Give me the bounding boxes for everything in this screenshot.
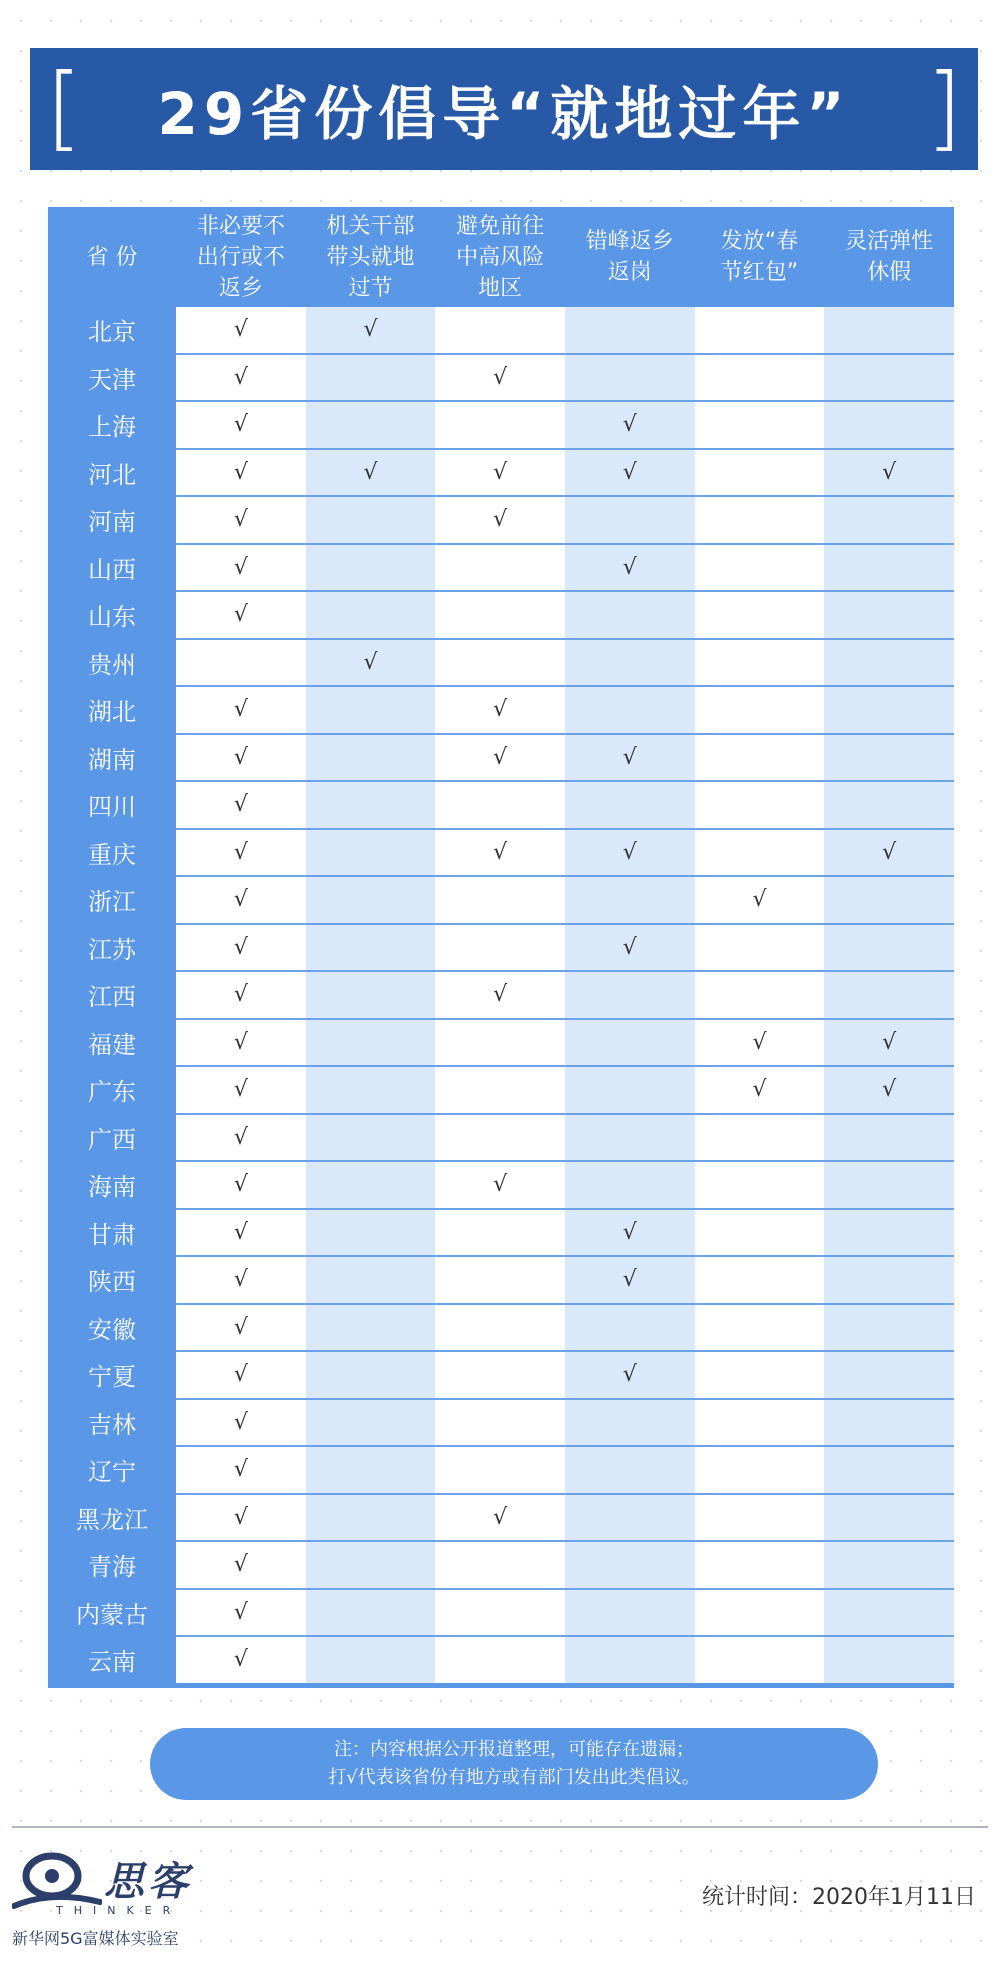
empty-cell (306, 1019, 436, 1067)
check-mark-cell: √ (176, 1589, 306, 1637)
empty-cell (565, 307, 695, 354)
check-mark-cell: √ (435, 734, 565, 782)
empty-cell (565, 971, 695, 1019)
empty-cell (695, 1589, 825, 1637)
table-row (48, 496, 954, 544)
empty-cell (306, 544, 436, 592)
province-cell: 湖南 (48, 734, 176, 782)
empty-cell (306, 496, 436, 544)
province-cell: 河北 (48, 449, 176, 497)
check-mark-cell: √ (176, 1114, 306, 1162)
table-row (48, 1541, 954, 1589)
empty-cell (824, 876, 954, 924)
empty-cell (565, 876, 695, 924)
province-cell: 内蒙古 (48, 1589, 176, 1637)
empty-cell (176, 639, 306, 687)
empty-cell (565, 1494, 695, 1542)
province-cell: 北京 (48, 307, 176, 354)
province-cell: 浙江 (48, 876, 176, 924)
empty-cell (306, 1541, 436, 1589)
table-row (48, 1351, 954, 1399)
table-row (48, 449, 954, 497)
province-cell: 甘肃 (48, 1209, 176, 1257)
province-cell: 江苏 (48, 924, 176, 972)
table-row (48, 307, 954, 354)
empty-cell (306, 1446, 436, 1494)
empty-cell (695, 1446, 825, 1494)
province-cell: 天津 (48, 354, 176, 402)
table-row (48, 1114, 954, 1162)
empty-cell (695, 639, 825, 687)
empty-cell (824, 1256, 954, 1304)
check-mark-cell: √ (565, 1209, 695, 1257)
province-cell: 宁夏 (48, 1351, 176, 1399)
province-cell: 广东 (48, 1066, 176, 1114)
empty-cell (824, 354, 954, 402)
header-col-1: 非必要不 出行或不 返乡 (176, 207, 306, 307)
check-mark-cell: √ (565, 401, 695, 449)
province-cell: 辽宁 (48, 1446, 176, 1494)
check-mark-cell: √ (176, 307, 306, 354)
empty-cell (695, 1114, 825, 1162)
check-mark-cell: √ (824, 449, 954, 497)
table-row (48, 1636, 954, 1685)
check-mark-cell: √ (176, 734, 306, 782)
empty-cell (435, 1541, 565, 1589)
empty-cell (435, 307, 565, 354)
empty-cell (306, 829, 436, 877)
check-mark-cell: √ (565, 924, 695, 972)
check-mark-cell: √ (435, 449, 565, 497)
empty-cell (306, 1351, 436, 1399)
check-mark-cell: √ (176, 1399, 306, 1447)
check-mark-cell: √ (176, 1019, 306, 1067)
check-mark-cell: √ (176, 1256, 306, 1304)
empty-cell (695, 734, 825, 782)
empty-cell (824, 496, 954, 544)
empty-cell (306, 734, 436, 782)
check-mark-cell: √ (176, 829, 306, 877)
check-mark-cell: √ (176, 1494, 306, 1542)
empty-cell (695, 686, 825, 734)
statistics-date: 统计时间：2020年1月11日 (702, 1885, 976, 1910)
right-bracket: ] (926, 54, 962, 161)
check-mark-cell: √ (435, 1494, 565, 1542)
table-row (48, 639, 954, 687)
empty-cell (565, 1399, 695, 1447)
province-cell: 福建 (48, 1019, 176, 1067)
check-mark-cell: √ (176, 781, 306, 829)
empty-cell (695, 924, 825, 972)
empty-cell (565, 686, 695, 734)
logo-name: 思客 (104, 1858, 192, 1905)
empty-cell (695, 1256, 825, 1304)
check-mark-cell: √ (176, 544, 306, 592)
empty-cell (824, 686, 954, 734)
table-row (48, 1161, 954, 1209)
empty-cell (824, 734, 954, 782)
empty-cell (306, 1256, 436, 1304)
empty-cell (695, 1636, 825, 1685)
empty-cell (695, 1541, 825, 1589)
province-cell: 河南 (48, 496, 176, 544)
footnote-line-1: 注：内容根据公开报道整理，可能存在遗漏； (334, 1739, 694, 1760)
empty-cell (695, 781, 825, 829)
empty-cell (824, 781, 954, 829)
check-mark-cell: √ (435, 496, 565, 544)
empty-cell (565, 639, 695, 687)
table-header-row (48, 207, 954, 307)
policy-table (48, 207, 954, 1683)
empty-cell (306, 1636, 436, 1685)
table-row (48, 781, 954, 829)
empty-cell (435, 781, 565, 829)
check-mark-cell: √ (565, 1351, 695, 1399)
empty-cell (306, 1399, 436, 1447)
empty-cell (824, 1304, 954, 1352)
check-mark-cell: √ (695, 876, 825, 924)
check-mark-cell: √ (824, 1019, 954, 1067)
empty-cell (695, 307, 825, 354)
empty-cell (435, 1019, 565, 1067)
empty-cell (306, 686, 436, 734)
check-mark-cell: √ (176, 1161, 306, 1209)
province-cell: 海南 (48, 1161, 176, 1209)
empty-cell (306, 1066, 436, 1114)
empty-cell (565, 1541, 695, 1589)
empty-cell (824, 1209, 954, 1257)
check-mark-cell: √ (565, 1256, 695, 1304)
check-mark-cell: √ (176, 876, 306, 924)
table-row (48, 971, 954, 1019)
check-mark-cell: √ (176, 924, 306, 972)
check-mark-cell: √ (176, 1446, 306, 1494)
check-mark-cell: √ (306, 639, 436, 687)
check-mark-cell: √ (435, 354, 565, 402)
empty-cell (565, 1636, 695, 1685)
empty-cell (565, 1066, 695, 1114)
empty-cell (824, 639, 954, 687)
table-row (48, 544, 954, 592)
empty-cell (824, 307, 954, 354)
empty-cell (306, 1589, 436, 1637)
table-row (48, 876, 954, 924)
check-mark-cell: √ (824, 829, 954, 877)
empty-cell (824, 1351, 954, 1399)
empty-cell (695, 1351, 825, 1399)
check-mark-cell: √ (435, 971, 565, 1019)
header-province: 省 份 (48, 207, 176, 307)
empty-cell (695, 496, 825, 544)
empty-cell (695, 591, 825, 639)
header-col-2: 机关干部 带头就地 过节 (306, 207, 436, 307)
check-mark-cell: √ (306, 449, 436, 497)
empty-cell (306, 1304, 436, 1352)
check-mark-cell: √ (176, 354, 306, 402)
empty-cell (565, 496, 695, 544)
empty-cell (435, 924, 565, 972)
province-cell: 安徽 (48, 1304, 176, 1352)
table-row (48, 354, 954, 402)
footer-divider (12, 1826, 988, 1828)
empty-cell (306, 876, 436, 924)
empty-cell (824, 1446, 954, 1494)
check-mark-cell: √ (176, 1541, 306, 1589)
check-mark-cell: √ (176, 496, 306, 544)
check-mark-cell: √ (435, 829, 565, 877)
check-mark-cell: √ (176, 1636, 306, 1685)
empty-cell (435, 1589, 565, 1637)
header-col-4: 错峰返乡 返岗 (565, 207, 695, 307)
empty-cell (824, 1541, 954, 1589)
header-col-3: 避免前往 中高风险 地区 (435, 207, 565, 307)
empty-cell (695, 971, 825, 1019)
empty-cell (435, 1636, 565, 1685)
thinker-logo (12, 1846, 212, 1956)
empty-cell (695, 1161, 825, 1209)
province-cell: 广西 (48, 1114, 176, 1162)
check-mark-cell: √ (176, 1209, 306, 1257)
table-row (48, 1446, 954, 1494)
empty-cell (565, 1304, 695, 1352)
empty-cell (565, 1114, 695, 1162)
footnote-line-2: 打√代表该省份有地方或有部门发出此类倡议。 (328, 1767, 700, 1788)
empty-cell (824, 1161, 954, 1209)
empty-cell (824, 544, 954, 592)
check-mark-cell: √ (176, 401, 306, 449)
empty-cell (435, 1209, 565, 1257)
province-cell: 黑龙江 (48, 1494, 176, 1542)
empty-cell (565, 1161, 695, 1209)
empty-cell (695, 1304, 825, 1352)
province-cell: 山东 (48, 591, 176, 639)
empty-cell (565, 591, 695, 639)
table-row (48, 1304, 954, 1352)
empty-cell (824, 1589, 954, 1637)
empty-cell (306, 924, 436, 972)
empty-cell (435, 1066, 565, 1114)
check-mark-cell: √ (435, 1161, 565, 1209)
province-cell: 云南 (48, 1636, 176, 1685)
empty-cell (435, 1399, 565, 1447)
table-row (48, 401, 954, 449)
check-mark-cell: √ (565, 829, 695, 877)
empty-cell (695, 354, 825, 402)
province-cell: 陕西 (48, 1256, 176, 1304)
province-cell: 上海 (48, 401, 176, 449)
province-cell: 吉林 (48, 1399, 176, 1447)
empty-cell (435, 876, 565, 924)
empty-cell (306, 591, 436, 639)
table-row (48, 1399, 954, 1447)
check-mark-cell: √ (565, 449, 695, 497)
logo-subtitle: THINKER (56, 1904, 182, 1917)
table-row (48, 924, 954, 972)
empty-cell (435, 1446, 565, 1494)
check-mark-cell: √ (565, 734, 695, 782)
empty-cell (695, 401, 825, 449)
empty-cell (306, 401, 436, 449)
table-row (48, 829, 954, 877)
empty-cell (435, 591, 565, 639)
empty-cell (824, 971, 954, 1019)
empty-cell (306, 354, 436, 402)
table-row (48, 1066, 954, 1114)
table-row (48, 734, 954, 782)
check-mark-cell: √ (176, 1304, 306, 1352)
empty-cell (695, 1209, 825, 1257)
empty-cell (306, 1209, 436, 1257)
check-mark-cell: √ (176, 591, 306, 639)
check-mark-cell: √ (565, 544, 695, 592)
empty-cell (435, 1256, 565, 1304)
empty-cell (695, 829, 825, 877)
province-cell: 湖北 (48, 686, 176, 734)
empty-cell (565, 1589, 695, 1637)
table-row (48, 686, 954, 734)
empty-cell (435, 639, 565, 687)
table-row (48, 1494, 954, 1542)
empty-cell (435, 544, 565, 592)
province-cell: 江西 (48, 971, 176, 1019)
table-row (48, 1256, 954, 1304)
page-title: 29省份倡导“就地过年” (157, 80, 851, 148)
empty-cell (695, 1494, 825, 1542)
province-cell: 山西 (48, 544, 176, 592)
title-banner (30, 48, 978, 170)
lab-name: 新华网5G富媒体实验室 (12, 1929, 179, 1948)
empty-cell (306, 781, 436, 829)
empty-cell (824, 1399, 954, 1447)
table-row (48, 1589, 954, 1637)
check-mark-cell: √ (176, 449, 306, 497)
empty-cell (824, 401, 954, 449)
empty-cell (824, 924, 954, 972)
empty-cell (695, 1399, 825, 1447)
table-row (48, 1019, 954, 1067)
empty-cell (435, 401, 565, 449)
left-bracket: [ (46, 54, 82, 161)
empty-cell (565, 1446, 695, 1494)
province-cell: 青海 (48, 1541, 176, 1589)
check-mark-cell: √ (695, 1019, 825, 1067)
empty-cell (824, 1114, 954, 1162)
check-mark-cell: √ (824, 1066, 954, 1114)
empty-cell (306, 1114, 436, 1162)
table-row (48, 1209, 954, 1257)
header-col-6: 灵活弹性 休假 (824, 207, 954, 307)
empty-cell (695, 449, 825, 497)
empty-cell (435, 1351, 565, 1399)
empty-cell (306, 971, 436, 1019)
check-mark-cell: √ (176, 971, 306, 1019)
province-cell: 重庆 (48, 829, 176, 877)
check-mark-cell: √ (435, 686, 565, 734)
empty-cell (306, 1494, 436, 1542)
check-mark-cell: √ (176, 1066, 306, 1114)
empty-cell (824, 1636, 954, 1685)
empty-cell (435, 1304, 565, 1352)
table-row (48, 591, 954, 639)
empty-cell (435, 1114, 565, 1162)
footnote (150, 1728, 878, 1800)
check-mark-cell: √ (176, 686, 306, 734)
check-mark-cell: √ (695, 1066, 825, 1114)
empty-cell (565, 1019, 695, 1067)
empty-cell (565, 781, 695, 829)
empty-cell (695, 544, 825, 592)
header-col-5: 发放“春 节红包” (695, 207, 825, 307)
check-mark-cell: √ (176, 1351, 306, 1399)
empty-cell (565, 354, 695, 402)
check-mark-cell: √ (306, 307, 436, 354)
province-cell: 贵州 (48, 639, 176, 687)
empty-cell (824, 591, 954, 639)
province-cell: 四川 (48, 781, 176, 829)
empty-cell (824, 1494, 954, 1542)
empty-cell (306, 1161, 436, 1209)
